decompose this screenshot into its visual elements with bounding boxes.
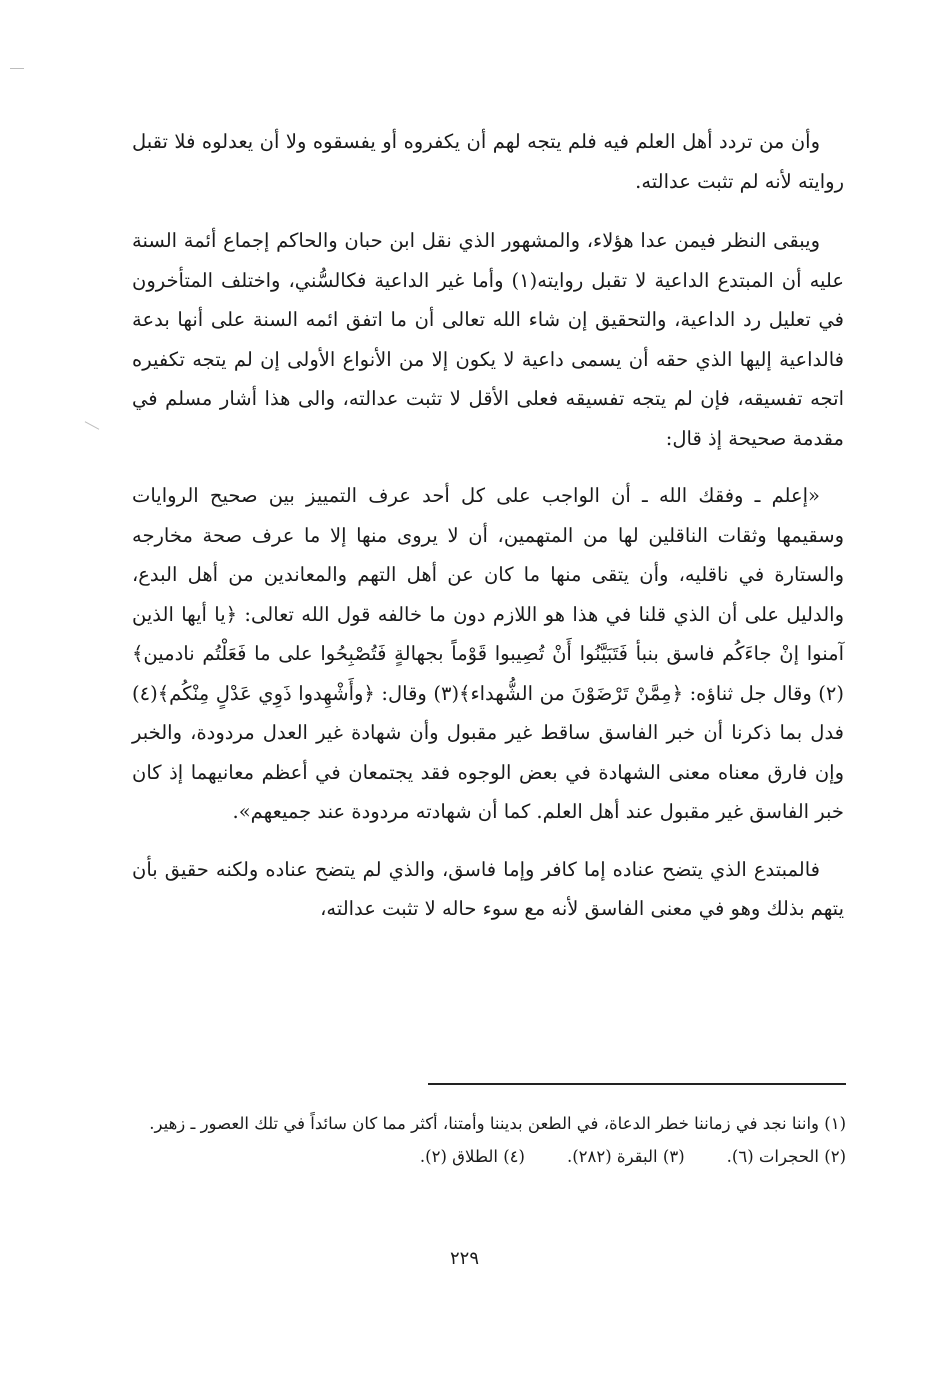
footnote-4: (٤) الطلاق (٢).: [419, 1147, 525, 1166]
main-text-body: [132, 122, 844, 929]
page-number: ٢٢٩: [449, 1248, 479, 1269]
scan-margin-mark-top: [10, 68, 24, 69]
paragraph-1: وأن من تردد أهل العلم فيه فلم يتجه لهم أن يكفروه أو يفسقوه ولا أن يعدلوه فلا تقبل روايته لأنه لم تثبت عدالته.: [132, 130, 844, 193]
footnotes-section: [134, 1107, 846, 1173]
footnote-1: (١) واننا نجد في زماننا خطر الدعاة، في الطعن بديننا وأمتنا، أكثر مما كان سائداً في تلك العصور ـ زهير.: [149, 1114, 846, 1133]
footnote-3: (٣) البقرة (٢٨٢).: [566, 1147, 685, 1166]
scan-margin-mark-left: [85, 421, 100, 429]
paragraph-3-quotation: «إعلم ـ وفقك الله ـ أن الواجب على كل أحد عرف التمييز بين صحيح الروايات وسقيمها وثقات الناقلين لها من المتهمين، أن لا يروى منها إلا ما عرف صحة مخارجه والستارة في ناقليه، وأن يتقى منها ما كان عن أهل التهم والمعاندين من أهل البدع، والدليل على أن الذي قلنا في هذا هو اللازم دون ما خالفه قول الله تعالى: ﴿يا أيها الذين آمنوا إنْ جاءَكُم فاسق بنبأ فَتَبَيَّنُوا أَنْ تُصِيبوا قَوْماً بجهالةٍ فَتُصْبِحُوا على ما فَعَلْتُم نادمين﴾ (٢) وقال جل ثناؤه: ﴿مِمَّنْ تَرْضَوْنَ من الشُّهداء﴾(٣) وقال: ﴿وأَشْهِدوا ذَوِي عَدْلٍ مِنْكُم﴾(٤) فدل بما ذكرنا أن خبر الفاسق ساقط غير مقبول وأن شهادة غير العدل مردودة، والخبر وإن فارق معناه معنى الشهادة في بعض الوجوه فقد يجتمعان في أعظم معانيهما إذ كان خبر الفاسق غير مقبول عند أهل العلم. كما أن شهادته مردودة عند جميعهم».: [132, 484, 845, 823]
paragraph-2: ويبقى النظر فيمن عدا هؤلاء، والمشهور الذي نقل ابن حبان والحاكم إجماع أئمة السنة عليه أن المبتدع الداعية لا تقبل روايته(١) وأما غير الداعية فكالسُّني، واختلف المتأخرون في تعليل رد الداعية، والتحقيق إن شاء الله تعالى أن ما اتفق ائمه السنة على أنها بدعة فالداعية إليها الذي حقه أن يسمى داعية لا يكون إلا من الأنواع الأولى إن لم يتجه تكفيره اتجه تفسيقه، فإن لم يتجه تفسيقه فعلى الأقل لا تثبت عدالته، والى هذا أشار مسلم في مقدمة صحيحة إذ قال:: [132, 229, 844, 450]
paragraph-4: فالمبتدع الذي يتضح عناده إما كافر وإما فاسق، والذي لم يتضح عناده ولكنه حقيق بأن يتهم بذلك وهو في معنى الفاسق لأنه مع سوء حاله لا تثبت عدالته،: [132, 857, 844, 920]
footnote-2: (٢) الحجرات (٦).: [726, 1147, 846, 1166]
footnote-separator-line: [428, 1083, 846, 1085]
footnote-row-2-4: [134, 1140, 846, 1173]
